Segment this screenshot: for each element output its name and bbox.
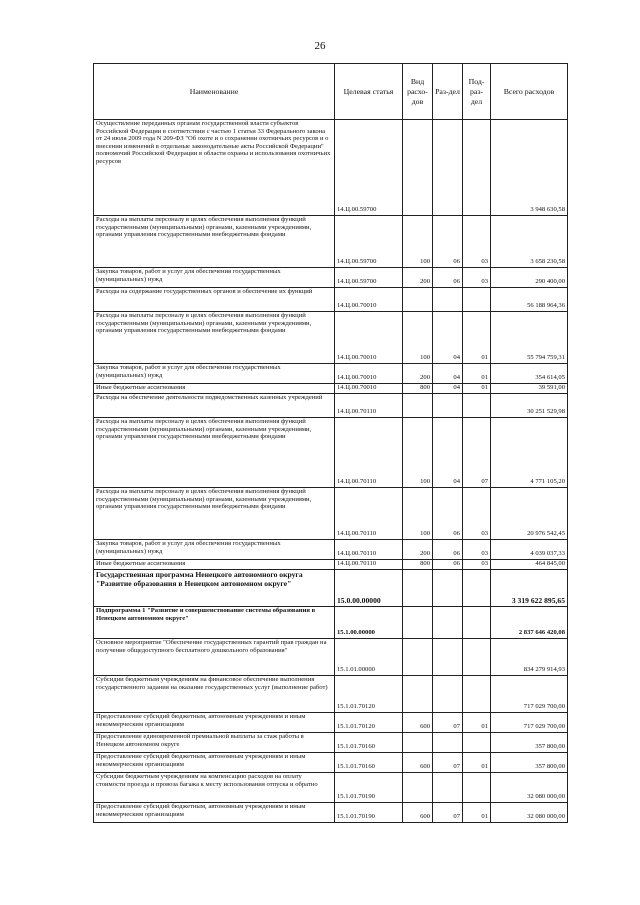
cell-vid	[403, 394, 433, 418]
cell-vid: 100	[403, 488, 433, 540]
table-row	[94, 676, 568, 713]
cell-target: 14.Ц.00.59700	[335, 120, 403, 216]
table-row	[94, 753, 568, 773]
cell-name: Расходы на выплаты персоналу в целях обеспечения выполнения функций государственными (муниципальными) органами, казенными учреждениями, органами управления государственными внебюджетными фондами	[94, 418, 335, 488]
header-total: Всего расходов	[491, 64, 568, 120]
cell-razdel	[433, 733, 463, 753]
cell-razdel: 06	[433, 560, 463, 570]
cell-vid: 200	[403, 268, 433, 288]
cell-podrazdel	[463, 394, 491, 418]
table-row	[94, 216, 568, 268]
cell-podrazdel	[463, 639, 491, 676]
cell-target: 14.Ц.00.70010	[335, 364, 403, 384]
cell-podrazdel: 01	[463, 364, 491, 384]
cell-target: 15.1.01.00000	[335, 639, 403, 676]
header-razdel: Раз-дел	[433, 64, 463, 120]
cell-vid: 800	[403, 384, 433, 394]
table-header-row	[94, 64, 568, 120]
cell-total: 32 080 000,00	[491, 773, 568, 803]
cell-name: Государственная программа Ненецкого автономного округа "Развитие образования в Ненецком автономном округе"	[94, 570, 335, 607]
cell-target: 15.1.01.70190	[335, 773, 403, 803]
cell-target: 14.Ц.00.70010	[335, 312, 403, 364]
table-row	[94, 488, 568, 540]
cell-razdel: 07	[433, 803, 463, 823]
table-row	[94, 120, 568, 216]
cell-razdel: 07	[433, 753, 463, 773]
page-number: 26	[314, 40, 326, 52]
cell-name: Закупка товаров, работ и услуг для обеспечения государственных (муниципальных) нужд	[94, 540, 335, 560]
cell-total: 3 319 622 895,65	[491, 570, 568, 607]
cell-total: 39 591,00	[491, 384, 568, 394]
cell-target: 14.Ц.00.59700	[335, 216, 403, 268]
cell-vid: 600	[403, 803, 433, 823]
table-row	[94, 773, 568, 803]
cell-name: Предоставление единовременной премиальной выплаты за стаж работы в Ненецком автономном округе	[94, 733, 335, 753]
cell-vid	[403, 639, 433, 676]
table-row	[94, 639, 568, 676]
cell-vid	[403, 773, 433, 803]
cell-target: 14.Ц.00.59700	[335, 268, 403, 288]
cell-podrazdel: 01	[463, 753, 491, 773]
table-row	[94, 607, 568, 639]
table-row	[94, 570, 568, 607]
cell-razdel: 04	[433, 418, 463, 488]
header-vid: Вид расхо-дов	[403, 64, 433, 120]
cell-name: Предоставление субсидий бюджетным, автономным учреждениям и иным некоммерческим организациям	[94, 713, 335, 733]
cell-name: Предоставление субсидий бюджетным, автономным учреждениям и иным некоммерческим организациям	[94, 753, 335, 773]
cell-vid	[403, 120, 433, 216]
cell-total: 357 800,00	[491, 733, 568, 753]
table-row	[94, 364, 568, 384]
cell-target: 15.1.00.00000	[335, 607, 403, 639]
table-row	[94, 394, 568, 418]
cell-total: 717 029 700,00	[491, 713, 568, 733]
cell-name: Предоставление субсидий бюджетным, автономным учреждениям и иным некоммерческим организациям	[94, 803, 335, 823]
cell-podrazdel: 01	[463, 713, 491, 733]
cell-name: Расходы на обеспечение деятельности подведомственных казенных учреждений	[94, 394, 335, 418]
cell-target: 15.1.01.70160	[335, 733, 403, 753]
cell-vid: 200	[403, 540, 433, 560]
cell-total: 4 039 037,33	[491, 540, 568, 560]
cell-total: 354 614,05	[491, 364, 568, 384]
cell-target: 14.Ц.00.70110	[335, 540, 403, 560]
table-row	[94, 713, 568, 733]
cell-razdel: 04	[433, 364, 463, 384]
table-row	[94, 540, 568, 560]
table-row	[94, 418, 568, 488]
cell-name: Расходы на выплаты персоналу в целях обеспечения выполнения функций государственными (муниципальными) органами, казенными учреждениями, органами управления государственными внебюджетными фондами	[94, 216, 335, 268]
cell-podrazdel: 03	[463, 268, 491, 288]
cell-razdel: 07	[433, 713, 463, 733]
cell-total: 357 800,00	[491, 753, 568, 773]
cell-name: Расходы на выплаты персоналу в целях обеспечения выполнения функций государственными (муниципальными) органами, казенными учреждениями, органами управления государственными внебюджетными фондами	[94, 488, 335, 540]
cell-razdel	[433, 607, 463, 639]
cell-razdel	[433, 394, 463, 418]
budget-table	[93, 63, 568, 823]
cell-target: 14.Ц.00.70110	[335, 488, 403, 540]
cell-podrazdel	[463, 733, 491, 753]
cell-target: 14.Ц.00.70110	[335, 560, 403, 570]
cell-total: 464 845,00	[491, 560, 568, 570]
cell-name: Закупка товаров, работ и услуг для обеспечения государственных (муниципальных) нужд	[94, 364, 335, 384]
cell-podrazdel: 03	[463, 216, 491, 268]
cell-total: 290 400,00	[491, 268, 568, 288]
cell-name: Осуществление переданных органам государственной власти субъектов Российской Федерации в соответствии с частью 1 статьи 33 Федерального закона от 24 июля 2009 года N 209-ФЗ "Об охоте и о сохранении охотничьих ресурсов и о внесении изменений в отдельные законодательные акты Российской Федерации" полномочий Российской Федерации в области охраны и использования охотничьих ресурсов	[94, 120, 335, 216]
cell-name: Подпрограмма 1 "Развитие и совершенствование системы образования в Ненецком автономном округе"	[94, 607, 335, 639]
cell-razdel: 06	[433, 540, 463, 560]
cell-target: 14.Ц.00.70110	[335, 418, 403, 488]
cell-podrazdel: 03	[463, 488, 491, 540]
cell-name: Закупка товаров, работ и услуг для обеспечения государственных (муниципальных) нужд	[94, 268, 335, 288]
table-row	[94, 733, 568, 753]
cell-total: 717 029 700,00	[491, 676, 568, 713]
cell-podrazdel	[463, 288, 491, 312]
table-body	[94, 120, 568, 823]
cell-total: 3 948 630,58	[491, 120, 568, 216]
cell-razdel: 04	[433, 384, 463, 394]
cell-vid	[403, 288, 433, 312]
cell-razdel	[433, 773, 463, 803]
cell-name: Субсидии бюджетным учреждениям на компенсацию расходов на оплату стоимости проезда и провоза багажа к месту использования отпуска и обратно	[94, 773, 335, 803]
table-row	[94, 384, 568, 394]
cell-target: 15.0.00.00000	[335, 570, 403, 607]
table-row	[94, 803, 568, 823]
cell-name: Расходы на содержание государственных органов и обеспечение их функций	[94, 288, 335, 312]
cell-podrazdel: 07	[463, 418, 491, 488]
cell-podrazdel: 01	[463, 803, 491, 823]
cell-razdel	[433, 639, 463, 676]
cell-target: 15.1.01.70190	[335, 803, 403, 823]
table-row	[94, 312, 568, 364]
cell-target: 14.Ц.00.70010	[335, 288, 403, 312]
cell-podrazdel: 03	[463, 560, 491, 570]
cell-podrazdel	[463, 676, 491, 713]
cell-target: 15.1.01.70120	[335, 676, 403, 713]
cell-total: 834 279 914,93	[491, 639, 568, 676]
cell-target: 14.Ц.00.70110	[335, 394, 403, 418]
table-row	[94, 268, 568, 288]
cell-razdel	[433, 676, 463, 713]
table-row	[94, 560, 568, 570]
cell-razdel	[433, 120, 463, 216]
cell-podrazdel: 03	[463, 540, 491, 560]
cell-podrazdel: 01	[463, 312, 491, 364]
cell-vid: 800	[403, 560, 433, 570]
header-target: Целевая статья	[335, 64, 403, 120]
cell-vid: 600	[403, 753, 433, 773]
cell-razdel: 06	[433, 216, 463, 268]
cell-name: Основное мероприятие "Обеспечение государственных гарантий прав граждан на получение общедоступного бесплатного дошкольного образования"	[94, 639, 335, 676]
cell-razdel	[433, 570, 463, 607]
cell-razdel: 06	[433, 268, 463, 288]
cell-razdel	[433, 288, 463, 312]
cell-total: 20 976 542,45	[491, 488, 568, 540]
cell-vid	[403, 570, 433, 607]
cell-vid: 100	[403, 216, 433, 268]
cell-target: 14.Ц.00.70010	[335, 384, 403, 394]
cell-target: 15.1.01.70160	[335, 753, 403, 773]
cell-vid: 100	[403, 312, 433, 364]
cell-podrazdel: 01	[463, 384, 491, 394]
cell-podrazdel	[463, 570, 491, 607]
cell-razdel: 06	[433, 488, 463, 540]
cell-name: Субсидии бюджетным учреждениям на финансовое обеспечение выполнения государственного задания на оказание государственных услуг (выполнение работ)	[94, 676, 335, 713]
cell-total: 2 837 646 420,08	[491, 607, 568, 639]
cell-vid: 200	[403, 364, 433, 384]
cell-name: Иные бюджетные ассигнования	[94, 384, 335, 394]
cell-vid: 100	[403, 418, 433, 488]
cell-vid	[403, 607, 433, 639]
cell-podrazdel	[463, 120, 491, 216]
cell-total: 32 080 000,00	[491, 803, 568, 823]
cell-vid: 600	[403, 713, 433, 733]
cell-target: 15.1.01.70120	[335, 713, 403, 733]
cell-total: 30 251 529,98	[491, 394, 568, 418]
cell-podrazdel	[463, 773, 491, 803]
cell-name: Расходы на выплаты персоналу в целях обеспечения выполнения функций государственными (муниципальными) органами, казенными учреждениями, органами управления государственными внебюджетными фондами	[94, 312, 335, 364]
cell-name: Иные бюджетные ассигнования	[94, 560, 335, 570]
cell-podrazdel	[463, 607, 491, 639]
cell-total: 4 771 105,20	[491, 418, 568, 488]
cell-total: 55 794 759,31	[491, 312, 568, 364]
header-podrazdel: Под-раз-дел	[463, 64, 491, 120]
table-row	[94, 288, 568, 312]
cell-vid	[403, 676, 433, 713]
header-name: Наименование	[94, 64, 335, 120]
cell-total: 56 188 964,36	[491, 288, 568, 312]
cell-vid	[403, 733, 433, 753]
cell-razdel: 04	[433, 312, 463, 364]
cell-total: 3 658 230,58	[491, 216, 568, 268]
